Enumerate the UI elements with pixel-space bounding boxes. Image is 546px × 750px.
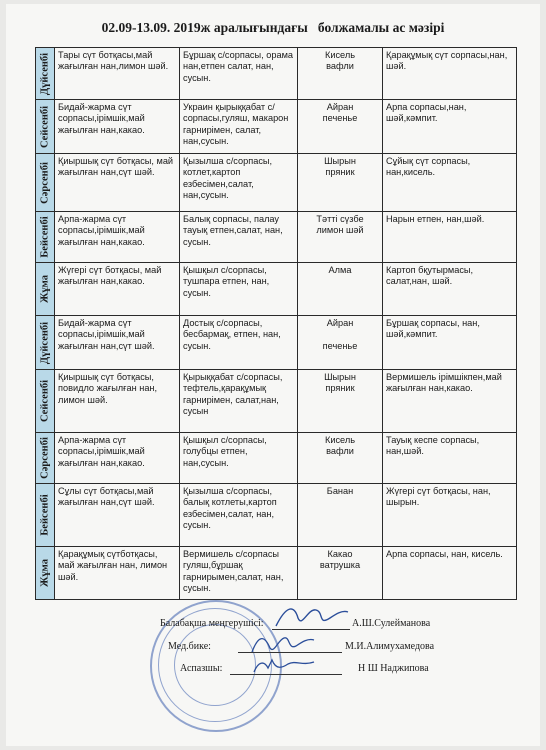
menu-row [36,433,517,484]
day-label: Жұма [39,559,51,587]
lunch-cell: Қызылша с/сорпасы, балық котлеты,картоп езбесімен,салат, нан, сусын. [180,484,298,547]
day-label: Бейсенбі [39,216,51,258]
lunch-cell: Қышқыл с/сорпасы, голубцы етпен, нан,сусын. [180,433,298,484]
lunch-cell: Достық с/сорпасы, бесбармақ, етпен, нан, сусын. [180,316,298,370]
menu-row [36,263,517,316]
dinner-cell: Қарақұмық сүт сорпасы,нан, шәй. [383,48,517,100]
lunch-cell: Бұршақ с/сорпасы, орама нан,етпен салат, нан, сусын. [180,48,298,100]
breakfast-cell: Жүгері сүт ботқасы, май жағылған нан,какао. [55,263,180,316]
dinner-cell: Жүгері сүт ботқасы, нан, шырын. [383,484,517,547]
signature-name-head: А.Ш.Сулейманова [352,618,431,629]
snack-cell: Тәтті сүзбе лимон шәй [298,212,383,263]
snack-cell: Айран печенье [298,100,383,154]
day-cell [36,370,55,433]
day-cell [36,154,55,212]
day-label: Сейсенбі [39,379,51,423]
day-cell [36,484,55,547]
day-cell [36,433,55,484]
breakfast-cell: Сұлы сүт ботқасы,май жағылған нан,сүт шәй. [55,484,180,547]
day-label: Бейсенбі [39,494,51,536]
day-cell [36,316,55,370]
lunch-cell: Қышқыл с/сорпасы, тушпара етпен, нан, сусын. [180,263,298,316]
day-cell [36,263,55,316]
day-cell [36,48,55,100]
lunch-cell: Балық сорпасы, палау тауық етпен,салат, нан, сусын. [180,212,298,263]
handwritten-signature-cook [250,652,320,678]
lunch-cell: Қырыққабат с/сорпасы, тефтель,қарақұмық гарнирімен, салат,нан, сусын [180,370,298,433]
signature-name-nurse: М.И.Алимухамедова [345,641,435,652]
signature-role-cook: Аспазшы: [180,663,223,674]
menu-title: 02.09-13.09. 2019ж аралығындағы болжамалы ас мәзірі [101,20,445,35]
menu-row [36,547,517,600]
menu-row [36,484,517,547]
breakfast-cell: Қиыршық сүт ботқасы, повидло жағылған нан, лимон шәй. [55,370,180,433]
handwritten-signature-head [272,600,352,632]
day-label: Сейсенбі [39,105,51,148]
menu-row [36,154,517,212]
day-label: Дүйсенбі [39,52,51,95]
snack-cell: Шырын пряник [298,154,383,212]
menu-row [36,48,517,100]
dinner-cell: Тауық кеспе сорпасы, нан,шәй. [383,433,517,484]
breakfast-cell: Тары сүт ботқасы,май жағылған нан,лимон шәй. [55,48,180,100]
snack-cell: Шырын пряник [298,370,383,433]
menu-row [36,212,517,263]
day-label: Сәрсенбі [39,161,51,204]
day-label: Дүйсенбі [39,321,51,364]
menu-table [35,47,517,600]
day-cell [36,100,55,154]
day-cell [36,212,55,263]
signature-name-cook: Н Ш Наджипова [358,663,429,674]
day-label: Жұма [39,275,51,303]
snack-cell: Кисель вафли [298,433,383,484]
menu-row [36,100,517,154]
dinner-cell: Арпа сорпасы,нан, шәй,кәмпит. [383,100,517,154]
dinner-cell: Картоп бқутырмасы, салат,нан, шәй. [383,263,517,316]
lunch-cell: Вермишель с/сорпасы гуляш,бұршақ гарнирымен,салат, нан, сусын. [180,547,298,600]
day-cell [36,547,55,600]
snack-cell: Алма [298,263,383,316]
breakfast-cell: Арпа-жарма сүт сорпасы,ірімшік,май жағылған нан,какао. [55,212,180,263]
signature-role-head: Балабақша меңгерушісі: [160,618,264,629]
snack-cell: Айран печенье [298,316,383,370]
day-label: Сәрсенбі [39,437,51,479]
dinner-cell: Бұршақ сорпасы, нан, шәй,кәмпит. [383,316,517,370]
breakfast-cell: Қарақұмық сүтботқасы, май жағылған нан, лимон шәй. [55,547,180,600]
dinner-cell: Вермишель ірімшікпен,май жағылған нан,какао. [383,370,517,433]
snack-cell: Какао ватрушка [298,547,383,600]
snack-cell: Кисель вафли [298,48,383,100]
breakfast-cell: Бидай-жарма сүт сорпасы,ірімшік,май жағылған нан,сүт шәй. [55,316,180,370]
signature-role-nurse: Мед.бике: [168,641,211,652]
dinner-cell: Сұйық сүт сорпасы, нан,кисель. [383,154,517,212]
breakfast-cell: Арпа-жарма сүт сорпасы,ірімшік,май жағылған нан,какао. [55,433,180,484]
breakfast-cell: Қиыршық сүт ботқасы, май жағылған нан,сүт шәй. [55,154,180,212]
breakfast-cell: Бидай-жарма сүт сорпасы,ірімшік,май жағылған нан,какао. [55,100,180,154]
lunch-cell: Қызылша с/сорпасы, котлет,картоп езбесімен,салат, нан,сусын. [180,154,298,212]
dinner-cell: Арпа сорпасы, нан, кисель. [383,547,517,600]
menu-row [36,316,517,370]
menu-row [36,370,517,433]
dinner-cell: Нарын етпен, нан,шәй. [383,212,517,263]
snack-cell: Банан [298,484,383,547]
lunch-cell: Украин қырыққабат с/сорпасы,гуляш, макарон гарнирімен, салат, нан,сусын. [180,100,298,154]
